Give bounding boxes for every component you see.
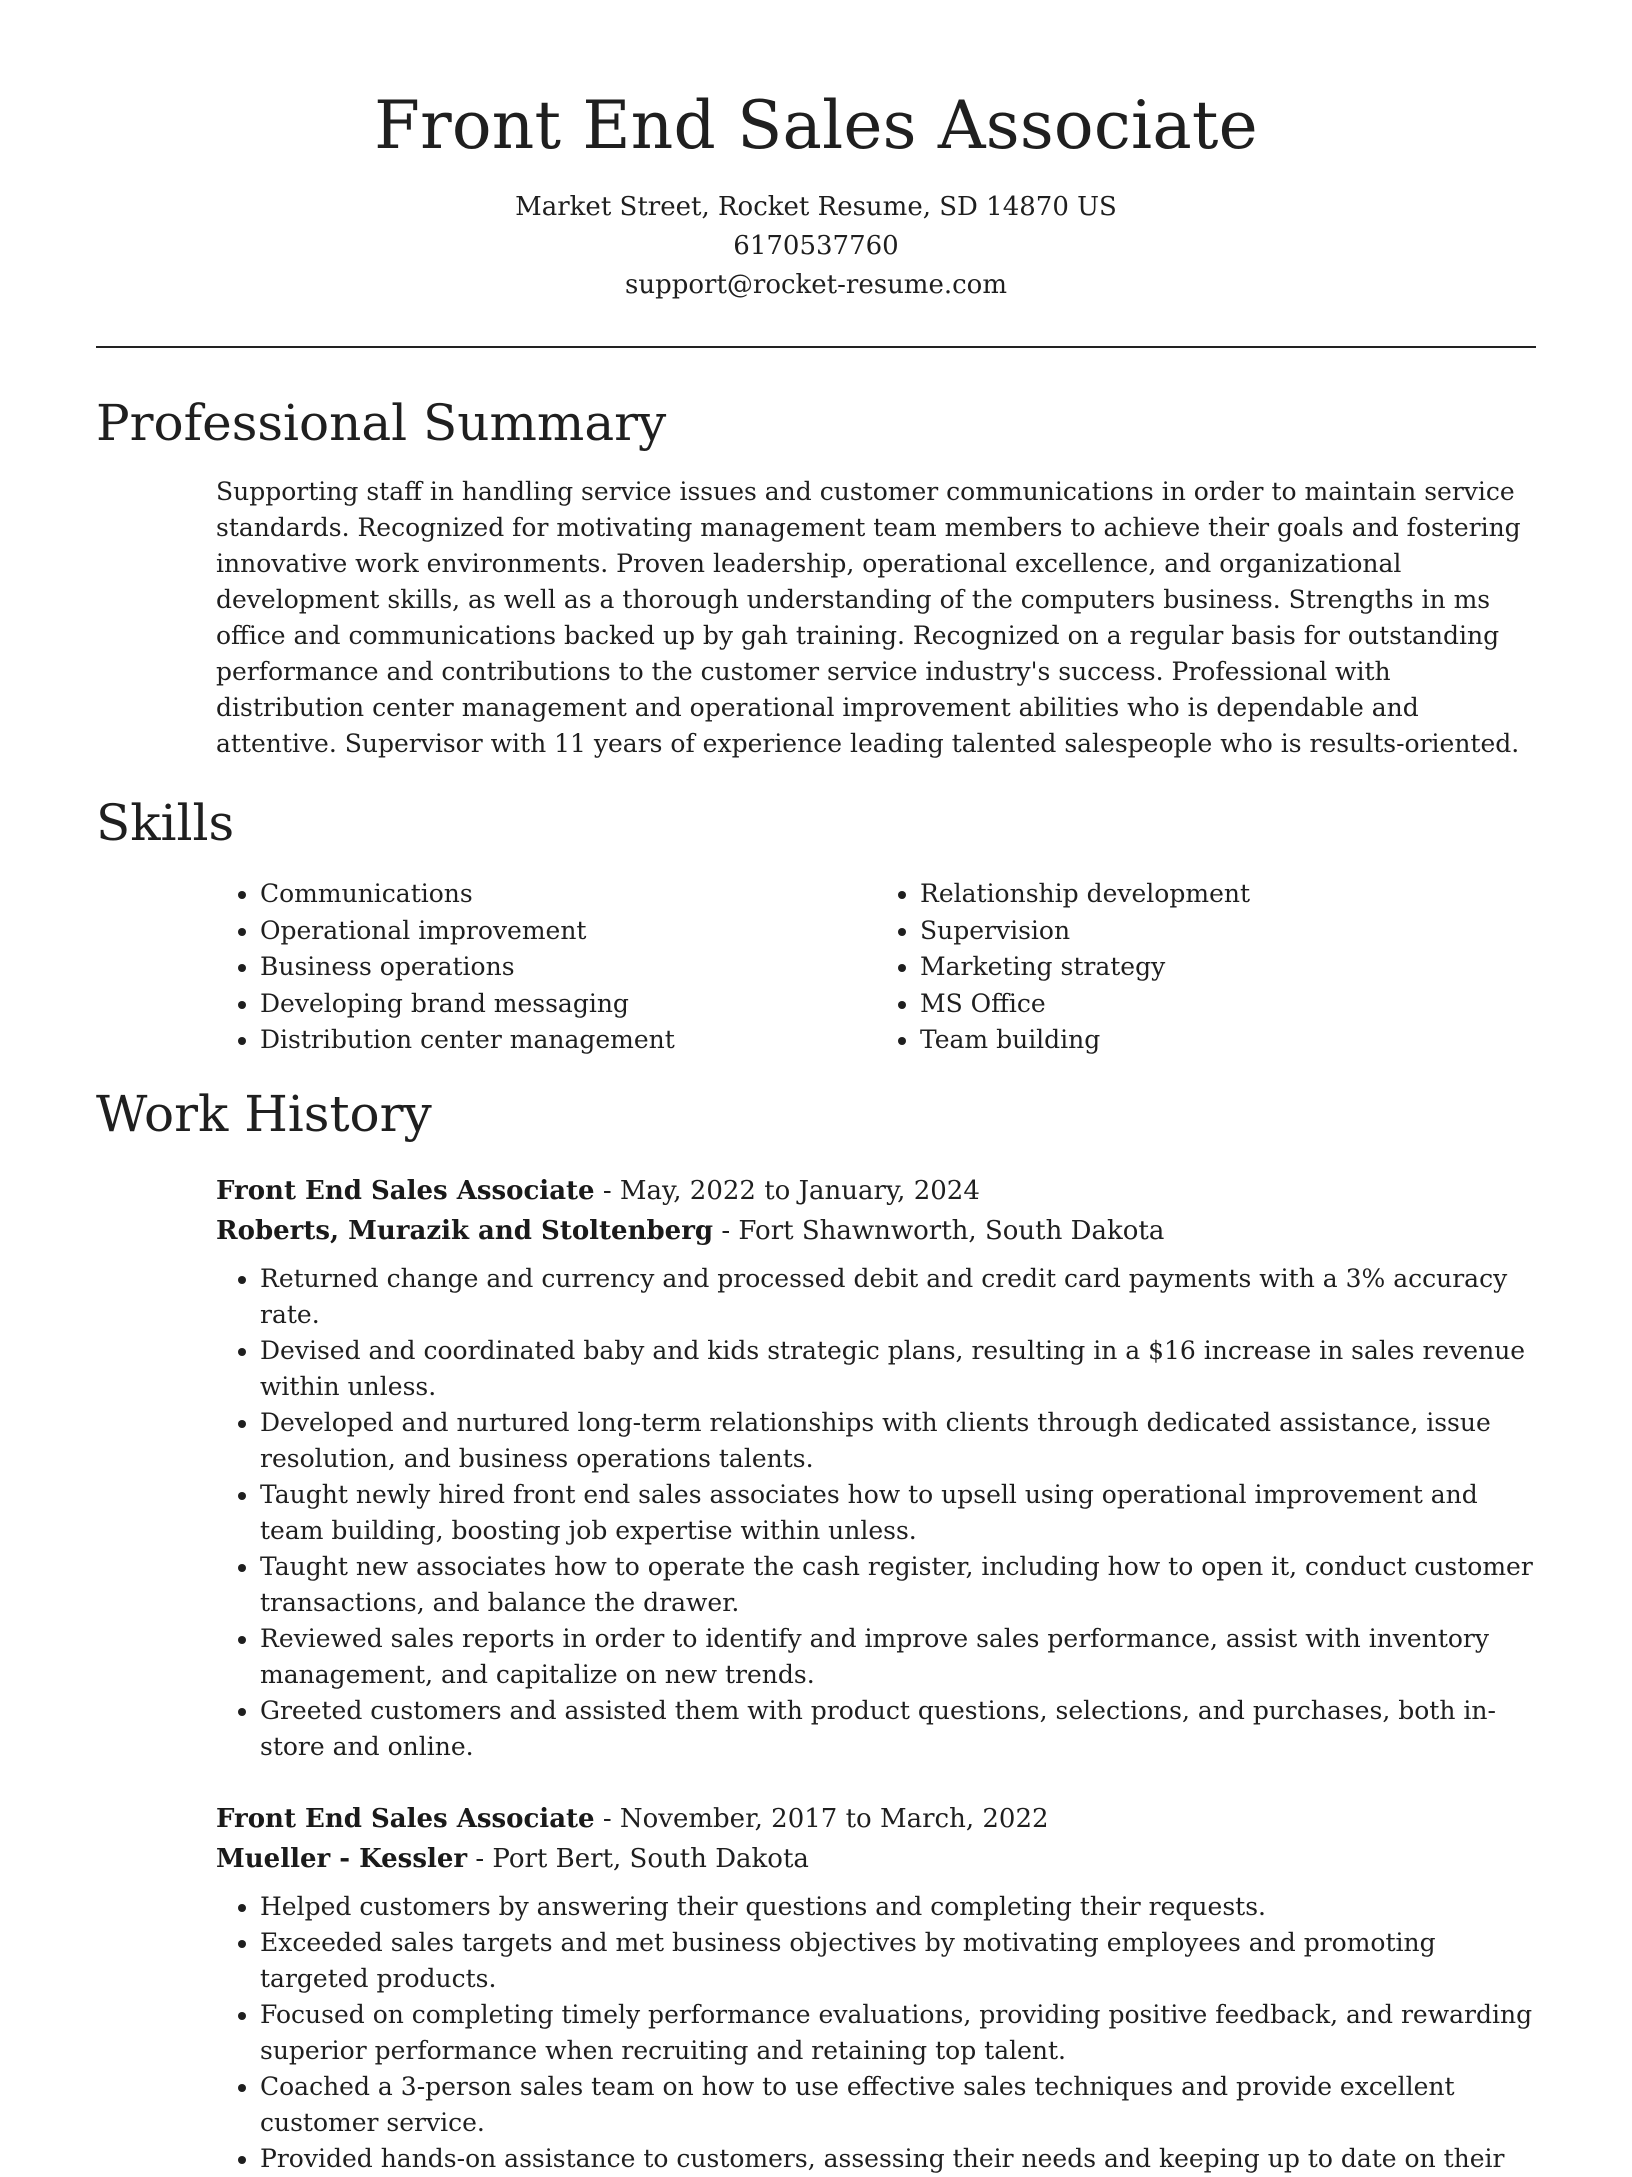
job-dates: - May, 2022 to January, 2024 <box>594 1175 980 1206</box>
skill-item: • Relationship development <box>920 876 1536 913</box>
job-bullet: • Reviewed sales reports in order to identify and improve sales performance, assist with inventory management, and capitalize on new trends. <box>260 1621 1536 1693</box>
skills-list-right <box>876 876 1536 1059</box>
job-bullet: • Taught new associates how to operate the cash register, including how to open it, conduct customer transactions, and balance the drawer. <box>260 1549 1536 1621</box>
skills-section <box>96 790 1536 1059</box>
job-bullet: • Provided hands-on assistance to customers, assessing their needs and keeping up to date on their <box>260 2141 1536 2177</box>
resume-header <box>96 0 1536 305</box>
skills-list-left <box>216 876 876 1059</box>
job-role: Front End Sales Associate <box>216 1175 595 1206</box>
header-divider <box>96 346 1536 348</box>
resume-page <box>96 0 1536 2177</box>
job-company: Roberts, Murazik and Stoltenberg <box>216 1215 714 1246</box>
job-bullet: • Helped customers by answering their questions and completing their requests. <box>260 1889 1536 1925</box>
skill-item: • Operational improvement <box>260 913 876 950</box>
contact-email[interactable]: support@rocket-resume.com <box>624 270 1007 300</box>
skill-item: • Developing brand messaging <box>260 986 876 1023</box>
work-history-title: Work History <box>96 1084 432 1143</box>
job-entry <box>216 1171 1536 1765</box>
job-company-line <box>216 1839 1536 1879</box>
summary-title: Professional Summary <box>96 394 667 452</box>
job-bullet: • Coached a 3-person sales team on how to use effective sales techniques and provide excellent customer service. <box>260 2069 1536 2141</box>
job-bullets <box>216 1889 1536 2177</box>
job-bullet: • Greeted customers and assisted them with product questions, selections, and purchases, both in-store and online. <box>260 1693 1536 1765</box>
job-location: - Fort Shawnworth, South Dakota <box>713 1215 1165 1246</box>
job-bullet: • Returned change and currency and processed debit and credit card payments with a 3% accuracy rate. <box>260 1261 1536 1333</box>
work-history-section <box>96 1081 1536 2177</box>
job-company-line <box>216 1211 1536 1251</box>
job-entry <box>216 1799 1536 2177</box>
skill-item: • Distribution center management <box>260 1022 876 1059</box>
job-title-line <box>216 1799 1536 1839</box>
skill-item: • Team building <box>920 1022 1536 1059</box>
job-bullet: • Focused on completing timely performance evaluations, providing positive feedback, and rewarding superior performance when recruiting and retaining top talent. <box>260 1997 1536 2069</box>
skill-item: • Supervision <box>920 913 1536 950</box>
job-title-line <box>216 1171 1536 1211</box>
job-bullet: • Devised and coordinated baby and kids strategic plans, resulting in a $16 increase in sales revenue within unless. <box>260 1333 1536 1405</box>
job-bullet: • Exceeded sales targets and met business objectives by motivating employees and promoting targeted products. <box>260 1925 1536 1997</box>
job-location: - Port Bert, South Dakota <box>467 1843 809 1874</box>
skill-item: • Communications <box>260 876 876 913</box>
skills-columns <box>216 876 1536 1059</box>
skill-item: • Marketing strategy <box>920 949 1536 986</box>
summary-text: Supporting staff in handling service issues and customer communications in order to maintain service standards. Recognized for motivating management team members to achieve their goals and fostering innovative work environments. Proven leadership, operational excellence, and organizational development skills, as well as a thorough understanding of the computers business. Strengths in ms office and communications backed up by gah training. Recognized on a regular basis for outstanding performance and contributions to the customer service industry's success. Professional with distribution center management and operational improvement abilities who is dependable and attentive. Supervisor with 11 years of experience leading talented salespeople who is results-oriented. <box>216 477 1521 758</box>
job-dates: - November, 2017 to March, 2022 <box>594 1803 1049 1834</box>
job-bullet: • Developed and nurtured long-term relationships with clients through dedicated assistance, issue resolution, and business operations talents. <box>260 1405 1536 1477</box>
skill-item: • MS Office <box>920 986 1536 1023</box>
job-bullet: • Taught newly hired front end sales associates how to upsell using operational improvement and team building, boosting job expertise within unless. <box>260 1477 1536 1549</box>
summary-section <box>96 390 1536 762</box>
candidate-name: Front End Sales Associate <box>374 87 1258 164</box>
contact-address: Market Street, Rocket Resume, SD 14870 US <box>515 192 1117 222</box>
skills-title: Skills <box>96 794 235 852</box>
contact-phone: 6170537760 <box>733 231 899 261</box>
contact-info <box>96 188 1536 305</box>
skill-item: • Business operations <box>260 949 876 986</box>
job-company: Mueller - Kessler <box>216 1843 468 1874</box>
job-bullets <box>216 1261 1536 1765</box>
job-role: Front End Sales Associate <box>216 1803 595 1834</box>
